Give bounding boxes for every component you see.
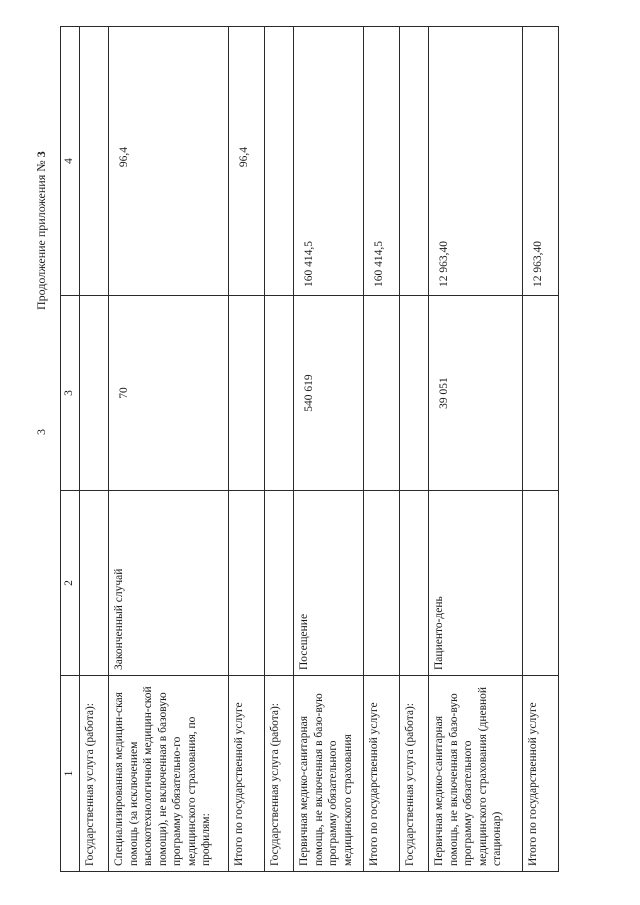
table-cell — [400, 27, 429, 296]
volume-cell: 70 — [109, 296, 229, 491]
table-cell — [364, 296, 400, 491]
table-row — [229, 27, 265, 872]
service-name-cell: Первичная медико-санитарная помощь, не включенная в базо-вую программу обязательного медицинского страхования (дневной стационар) — [429, 676, 523, 872]
total-label-cell: Итого по государственной услуге — [364, 676, 400, 872]
table-cell — [523, 296, 559, 491]
total-amount-cell: 12 963,40 — [523, 27, 559, 296]
amount-cell: 12 963,40 — [429, 27, 523, 296]
total-label-cell: Итого по государственной услуге — [229, 676, 265, 872]
page-number: 3 — [34, 429, 48, 435]
unit-cell: Пациенто-день — [429, 491, 523, 676]
column-header: 3 — [61, 296, 80, 491]
table-cell — [80, 296, 109, 491]
continuation-text: Продолжение приложения № — [34, 160, 48, 310]
table-row — [294, 27, 364, 872]
services-table — [60, 26, 559, 872]
unit-cell: Законченный случай — [109, 491, 229, 676]
page-header — [30, 0, 54, 905]
column-header: 1 — [61, 676, 80, 872]
table-cell — [364, 491, 400, 676]
service-name-cell: Первичная медико-санитарная помощь, не включенная в базо-вую программу обязательного медицинского страхования — [294, 676, 364, 872]
table-cell — [265, 27, 294, 296]
amount-cell: 160 414,5 — [294, 27, 364, 296]
service-section-cell: Государственная услуга (работа): — [265, 676, 294, 872]
table-cell — [523, 491, 559, 676]
unit-cell: Посещение — [294, 491, 364, 676]
table-row — [400, 27, 429, 872]
total-amount-cell: 160 414,5 — [364, 27, 400, 296]
total-amount-cell: 96,4 — [229, 27, 265, 296]
table-cell — [80, 27, 109, 296]
table-row — [364, 27, 400, 872]
table-cell — [400, 296, 429, 491]
continuation-label — [34, 151, 49, 310]
amount-cell: 96,4 — [109, 27, 229, 296]
column-header: 4 — [61, 27, 80, 296]
table-cell — [400, 491, 429, 676]
table-cell — [265, 296, 294, 491]
table-cell — [80, 491, 109, 676]
table-cell — [229, 491, 265, 676]
volume-cell: 39 051 — [429, 296, 523, 491]
table-row — [109, 27, 229, 872]
table-row — [265, 27, 294, 872]
column-header: 2 — [61, 491, 80, 676]
table-cell — [265, 491, 294, 676]
table-row — [80, 27, 109, 872]
service-section-cell: Государственная услуга (работа): — [400, 676, 429, 872]
service-section-cell: Государственная услуга (работа): — [80, 676, 109, 872]
table-row — [429, 27, 523, 872]
service-name-cell: Специализированная медицин-ская помощь (за исключением высокотехнологичной медицин-ской помощи), не включенная в базовую программу обязательно-го медицинского страхования, по профилям: — [109, 676, 229, 872]
appendix-number: 3 — [34, 151, 48, 158]
table-header-row — [61, 27, 80, 872]
total-label-cell: Итого по государственной услуге — [523, 676, 559, 872]
volume-cell: 540 619 — [294, 296, 364, 491]
table-cell — [229, 296, 265, 491]
table-row — [523, 27, 559, 872]
